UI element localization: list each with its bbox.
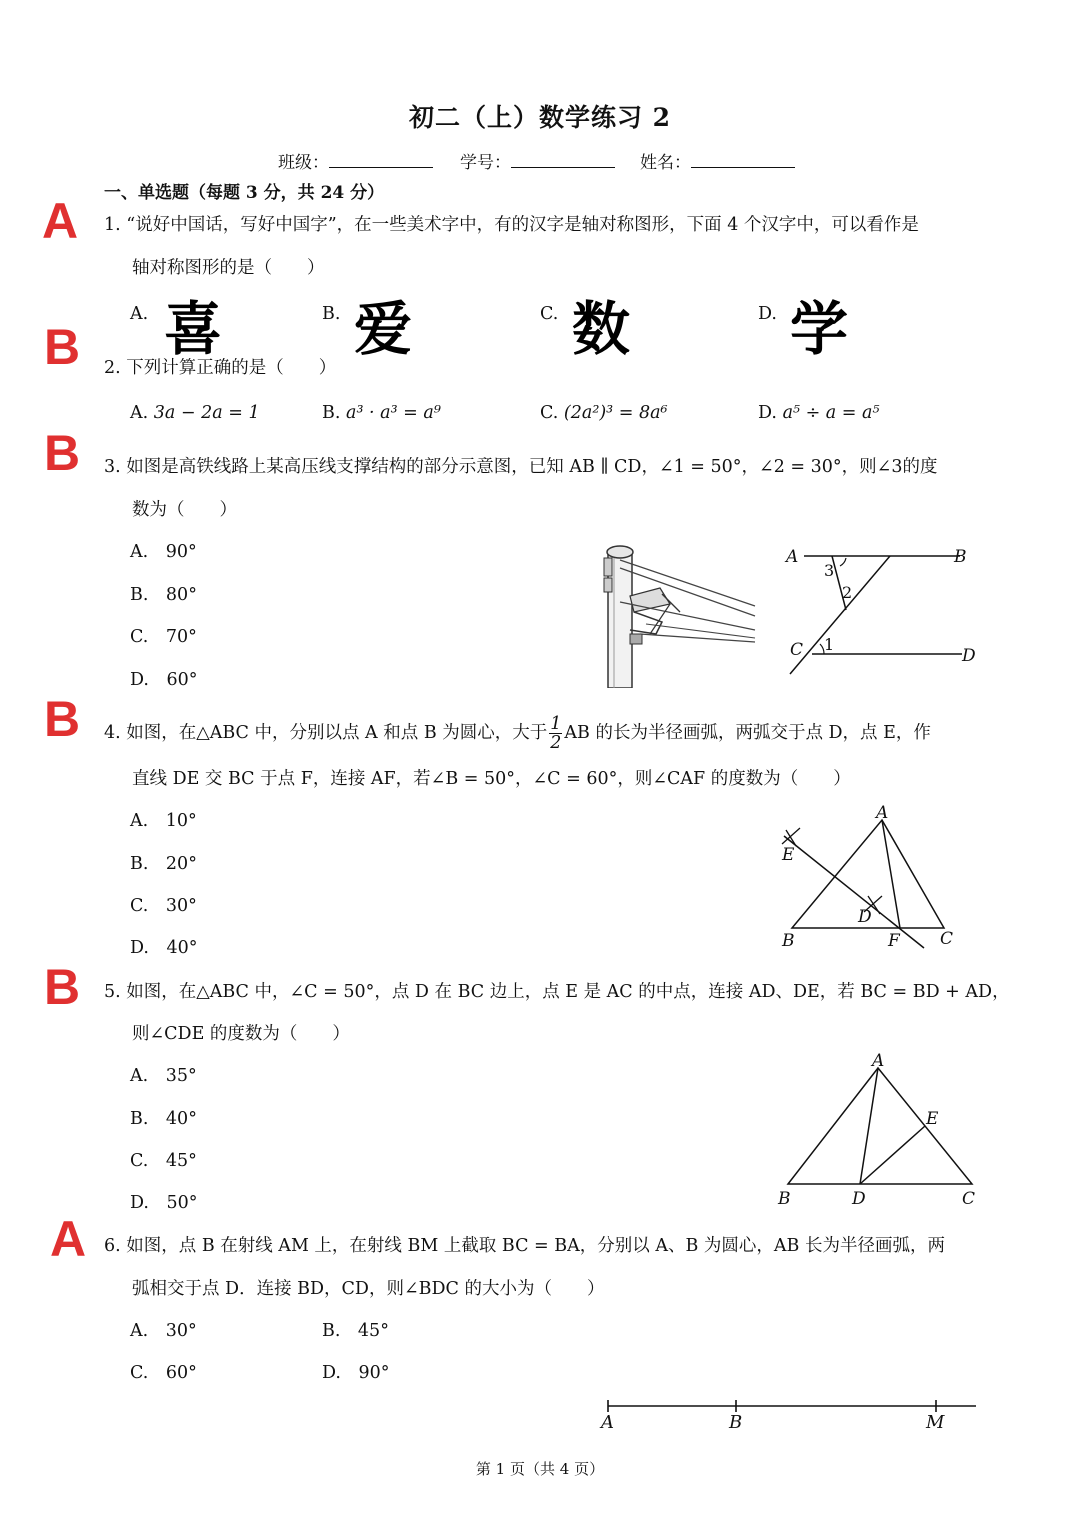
q5-option-c: C. 45° (130, 1151, 197, 1171)
q4-line2: 直线 DE 交 BC 于点 F，连接 AF，若∠B = 50°，∠C = 60°，则∠CAF 的度数为（ ） (132, 769, 851, 789)
q3-option-c: C. 70° (130, 627, 197, 647)
answer-mark-q1: A (42, 193, 79, 249)
label-d: D (852, 1189, 866, 1209)
transversal (790, 556, 890, 674)
q6-line1: 6. 如图，点 B 在射线 AM 上，在射线 BM 上截取 BC = BA，分别以 A、B 为圆心，AB 长为半径画弧，两 (104, 1236, 945, 1256)
angle-3: 3 (824, 561, 835, 580)
fraction-numerator: 1 (550, 714, 562, 734)
label-d: D (962, 646, 976, 666)
pylon-illustration (600, 538, 760, 688)
q5-option-b: B. 40° (130, 1109, 197, 1129)
q1-line2: 轴对称图形的是（ ） (132, 258, 325, 278)
angle-2: 2 (842, 583, 853, 602)
q6-option-c: C. 60° (130, 1363, 197, 1383)
segment-ad (860, 1068, 878, 1184)
q2-option-a-label: A. (130, 403, 149, 423)
student-id-field[interactable] (460, 148, 615, 173)
label-b: B (954, 547, 967, 567)
q4-fraction (549, 715, 562, 752)
q2-option-b (322, 403, 441, 423)
q4-line1-text-b: AB 的长为半径画弧，两弧交于点 D，点 E，作 (564, 723, 931, 743)
class-label: 班级： (278, 153, 329, 173)
q3-option-a: A. 90° (130, 542, 197, 562)
page-title: 初二（上）数学练习 2 (408, 103, 672, 132)
label-a: A (601, 1412, 614, 1433)
label-c: C (962, 1189, 976, 1209)
q2-option-c (540, 403, 668, 423)
q2-option-b-label: B. (322, 403, 341, 423)
q2-option-a (130, 403, 260, 423)
label-e: E (782, 845, 795, 865)
answer-mark-q3: B (44, 425, 81, 481)
name-blank[interactable] (691, 153, 795, 168)
fraction-denominator: 2 (550, 733, 562, 753)
q2-option-b-text: a³ · a³ = a⁹ (346, 403, 441, 423)
q5-figure (770, 1048, 980, 1213)
q4-figure (770, 800, 970, 955)
q1-option-a-char: 喜 (164, 295, 223, 363)
q6-option-a: A. 30° (130, 1321, 197, 1341)
q5-option-d: D. 50° (130, 1193, 198, 1213)
q4-option-d: D. 40° (130, 938, 198, 958)
q4-option-a: A. 10° (130, 811, 197, 831)
class-field[interactable] (278, 148, 433, 173)
answer-mark-q6: A (50, 1211, 87, 1267)
q1-line1: 1. “说好中国话，写好中国字”，在一些美术字中，有的汉字是轴对称图形，下面 4 个汉字中，可以看作是 (104, 215, 919, 235)
q6-line2: 弧相交于点 D．连接 BD，CD，则∠BDC 的大小为（ ） (132, 1279, 605, 1299)
label-e: E (926, 1109, 939, 1129)
name-label: 姓名： (640, 153, 691, 173)
q2-option-d (758, 403, 879, 423)
student-id-label: 学号： (460, 153, 511, 173)
label-b: B (782, 931, 795, 951)
q1-option-b-label: B. (322, 304, 341, 324)
q1-option-c-char: 数 (572, 295, 631, 363)
student-id-blank[interactable] (511, 153, 615, 168)
answer-mark-q4: B (44, 691, 81, 747)
q2-option-d-text: a⁵ ÷ a = a⁵ (782, 403, 880, 423)
q2-option-c-text: (2a²)³ = 8a⁶ (563, 403, 668, 423)
q1-option-c-label: C. (540, 304, 559, 324)
q3-line2: 数为（ ） (132, 500, 237, 520)
answer-mark-q2: B (44, 319, 81, 375)
label-c: C (790, 640, 804, 660)
q2-option-d-label: D. (758, 403, 777, 423)
q5-line1: 5. 如图，在△ABC 中，∠C = 50°，点 D 在 BC 边上，点 E 是 AC 的中点，连接 AD、DE，若 BC = BD + AD， (104, 982, 1010, 1002)
answer-mark-q5: B (44, 959, 81, 1015)
label-a: A (872, 1051, 885, 1071)
page-footer: 第 1 页（共 4 页） (475, 1460, 605, 1478)
q4-option-c: C. 30° (130, 896, 197, 916)
q6-option-d: D. 90° (322, 1363, 390, 1383)
label-b: B (729, 1412, 743, 1433)
label-d: D (858, 907, 872, 927)
q3-option-d: D. 60° (130, 670, 198, 690)
q1-option-a-label: A. (130, 304, 149, 324)
q3-line1: 3. 如图是高铁线路上某高压线支撑结构的部分示意图，已知 AB ∥ CD，∠1 = 50°，∠2 = 30°，则∠3的度 (104, 457, 938, 477)
q2-option-a-text: 3a − 2a = 1 (153, 403, 260, 423)
q6-figure (598, 1396, 983, 1436)
label-a: A (876, 803, 889, 823)
segment-de (860, 1126, 925, 1184)
angle-1: 1 (824, 635, 835, 654)
q2-option-c-label: C. (540, 403, 559, 423)
label-b: B (778, 1189, 791, 1209)
label-c: C (940, 929, 954, 949)
label-a: A (786, 547, 799, 567)
q6-option-b: B. 45° (322, 1321, 389, 1341)
class-blank[interactable] (329, 153, 433, 168)
q5-option-a: A. 35° (130, 1066, 197, 1086)
label-f: F (888, 931, 900, 951)
name-field[interactable] (640, 148, 795, 173)
label-m: M (926, 1412, 945, 1433)
q1-option-d-label: D. (758, 304, 777, 324)
q4-line1-text-a: 4. 如图，在△ABC 中，分别以点 A 和点 B 为圆心，大于 (104, 723, 548, 743)
q4-option-b: B. 20° (130, 854, 197, 874)
q3-option-b: B. 80° (130, 585, 197, 605)
q3-figure (780, 540, 990, 680)
q1-option-d-char: 学 (790, 295, 849, 363)
q5-line2: 则∠CDE 的度数为（ ） (132, 1024, 350, 1044)
section-heading: 一、单选题（每题 3 分，共 24 分） (104, 183, 385, 203)
q2-line1: 2. 下列计算正确的是（ ） (104, 358, 337, 378)
q1-option-b-char: 爱 (354, 295, 413, 363)
q4-line1 (104, 715, 931, 752)
